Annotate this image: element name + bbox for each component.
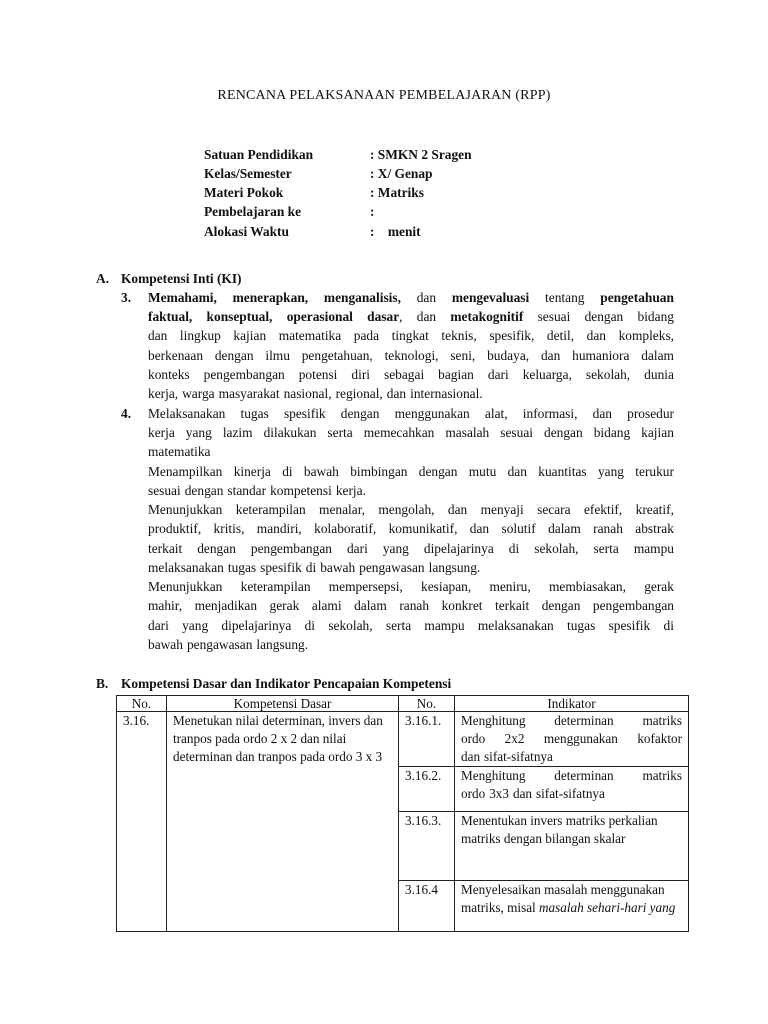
section-a-letter: A.	[96, 271, 110, 286]
indicator-text: Menghitung determinan matriks ordo 2x2 menggunakan kofaktor dan sifat-sifatnya	[455, 712, 689, 767]
ki-3-number: 3.	[121, 290, 132, 305]
info-label-kelas: Kelas/Semester	[204, 166, 292, 181]
section-a-title: Kompetensi Inti (KI)	[121, 271, 242, 286]
info-value-pembelajaran: :	[370, 204, 375, 219]
info-value-satuan: : SMKN 2 Sragen	[370, 147, 472, 162]
info-label-pembelajaran: Pembelajaran ke	[204, 204, 302, 219]
info-label-alokasi: Alokasi Waktu	[204, 224, 289, 239]
kd-indicator-table	[116, 695, 689, 932]
kd-text: Menetukan nilai determinan, invers dan tranpos pada ordo 2 x 2 dan nilai determinan dan tranpos pada ordo 3 x 3	[167, 712, 399, 932]
page-title: RENCANA PELAKSANAAN PEMBELAJARAN (RPP)	[217, 88, 551, 103]
indicator-text: Menyelesaikan masalah menggunakan matriks, misal masalah sehari-hari yang	[455, 881, 689, 932]
info-value-kelas: : X/ Genap	[370, 166, 433, 181]
kd-number: 3.16.	[117, 712, 167, 932]
indicator-number: 3.16.1.	[399, 712, 455, 767]
section-b-title: Kompetensi Dasar dan Indikator Pencapaian Kompetensi	[121, 676, 452, 691]
info-label-materi: Materi Pokok	[204, 185, 284, 200]
info-value-materi: : Matriks	[370, 185, 424, 200]
info-value-alokasi: : menit	[370, 224, 421, 239]
indicator-number: 3.16.3.	[399, 812, 455, 881]
header-no: No.	[117, 696, 167, 712]
ki-4-number: 4.	[121, 406, 132, 421]
table-row	[117, 712, 689, 767]
indicator-text: Menghitung determinan matriks ordo 3x3 dan sifat-sifatnya	[455, 767, 689, 812]
indicator-text: Menentukan invers matriks perkalian matriks dengan bilangan skalar	[455, 812, 689, 881]
header-indikator: Indikator	[455, 696, 689, 712]
indicator-number: 3.16.4	[399, 881, 455, 932]
header-kompetensi-dasar: Kompetensi Dasar	[167, 696, 399, 712]
info-label-satuan: Satuan Pendidikan	[204, 147, 314, 162]
header-no-indikator: No.	[399, 696, 455, 712]
table-header-row	[117, 696, 689, 712]
indicator-number: 3.16.2.	[399, 767, 455, 812]
section-b-letter: B.	[96, 676, 109, 691]
